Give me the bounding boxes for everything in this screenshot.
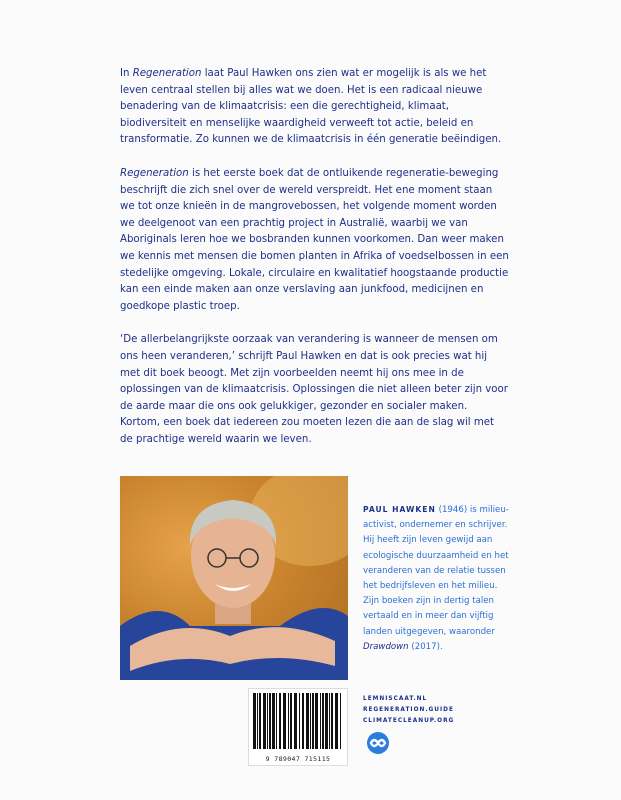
link-regeneration-guide[interactable]: REGENERATION.GUIDE	[363, 707, 454, 713]
blurb-paragraph-3	[120, 332, 510, 448]
isbn-barcode	[248, 688, 348, 766]
author-bio-text: (1946) is milieuactivist, ondernemer en schrijver. Hij heeft zijn leven gewijd aan ecologische duurzaamheid en het veranderen van de relatie tussen het bedrijfsleven en het milieu. Zijn boeken zijn in dertig talen vertaald en in meer dan vijftig landen uitgegeven, waaronder	[363, 505, 509, 637]
barcode-bar	[329, 693, 330, 749]
barcode-bar	[288, 693, 289, 749]
author-photo	[120, 476, 348, 680]
barcode-bar	[320, 693, 321, 749]
author-name: PAUL HAWKEN	[363, 505, 436, 514]
back-cover-blurb	[120, 66, 510, 465]
barcode-bar	[283, 693, 286, 749]
book-title-drawdown: Drawdown	[363, 641, 409, 652]
p1-run-2: laat Paul Hawken ons zien wat er mogelijk is als we het leven centraal stellen bij alles wat we doen. Het is een radicaal nieuwe benadering van de klimaatcrisis: een die gerechtigheid, klimaat, biodiversiteit en menselijke waardigheid verweeft tot actie, beleid en transformatie. Zo kunnen we de klimaatcrisis in één generatie beëindigen.	[120, 68, 502, 146]
barcode-bar	[263, 693, 266, 749]
barcode-bar	[312, 693, 314, 749]
barcode-bar	[272, 693, 275, 749]
barcode-bar	[331, 693, 333, 749]
barcode-bar	[340, 693, 341, 749]
publisher-logo-icon	[363, 731, 393, 759]
barcode-bar	[325, 693, 328, 749]
p1-run-0: In	[120, 68, 133, 79]
barcode-bar	[253, 693, 256, 749]
barcode-bar	[335, 693, 338, 749]
blurb-paragraph-2	[120, 166, 510, 315]
barcode-bar	[294, 693, 297, 749]
link-climatecleanup[interactable]: CLIMATECLEANUP.ORG	[363, 718, 455, 724]
website-links	[363, 694, 454, 727]
p2-run-1: is het eerste boek dat de ontluikende regeneratie-beweging beschrijft die zich snel over de wereld verspreidt. Het ene moment staan we tot onze knieën in de mangrovebossen, het volgende moment worden we deelgenoot van een prachtig project in Australië, waarbij we van Aboriginals leren hoe we bosbranden kunnen voorkomen. Dan weer maken we kennis met mensen die bomen planten in Afrika of voedselbossen in een stedelijke omgeving. Lokale, circulaire en kwalitatief hoogstaande productie kan een einde maken aan onze verslaving aan junkfood, medicijnen en goedkope plastic troep.	[120, 167, 509, 312]
author-bio	[363, 502, 513, 655]
blurb-paragraph-1	[120, 66, 510, 149]
isbn-digits: 9 789047 715115	[265, 755, 331, 763]
barcode-bar	[299, 693, 300, 749]
barcode-bar	[290, 693, 292, 749]
p2-run-0: Regeneration	[120, 167, 189, 179]
barcode-bar	[257, 693, 258, 749]
barcode-bar	[279, 693, 281, 749]
book-year: (2017).	[408, 641, 443, 652]
barcode-bar	[315, 693, 318, 749]
p1-run-1: Regeneration	[132, 68, 202, 79]
barcode-bar	[306, 693, 309, 749]
barcode-bar	[269, 693, 271, 749]
barcode-bar	[276, 693, 277, 749]
p3-run-0: ‘De allerbelangrijkste oorzaak van verandering is wanneer de mensen om ons heen veranderen,’ schrijft Paul Hawken en dat is ook precies wat hij met dit boek beoogt. Met zijn voorbeelden neemt hij ons mee in de oplossingen van de klimaatcrisis. Oplossingen die niet alleen beter zijn voor de aarde maar die ons ook gelukkiger, gezonder en socialer maken. Kortom, een boek dat iedereen zou moeten lezen die aan de slag wil met de prachtige wereld waarin we leven.	[120, 334, 508, 445]
barcode-bar	[322, 693, 324, 749]
barcode-bar	[259, 693, 261, 749]
barcode-bars	[249, 689, 347, 753]
barcode-bar	[302, 693, 304, 749]
barcode-bar	[310, 693, 311, 749]
link-lemniscaat[interactable]: LEMNISCAAT.NL	[363, 696, 428, 702]
barcode-bar	[267, 693, 268, 749]
